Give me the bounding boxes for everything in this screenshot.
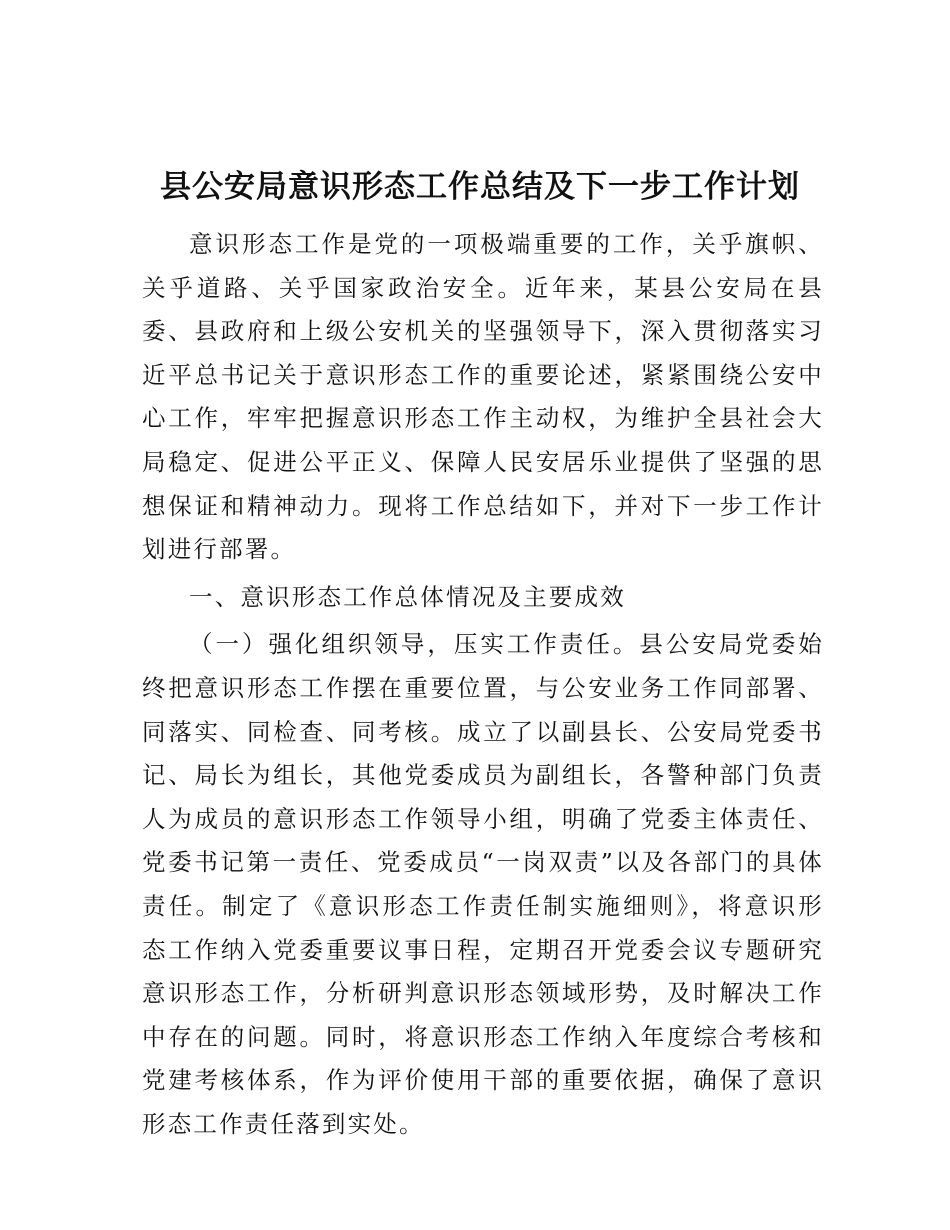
document-title: 县公安局意识形态工作总结及下一步工作计划 bbox=[160, 169, 800, 205]
section-heading: 一、意识形态工作总体情况及主要成效 bbox=[189, 582, 626, 611]
subsection-paragraph: （一）强化组织领导，压实工作责任。县公安局党委始终把意识形态工作摆在重要位置，与公安业务工作同部署、同落实、同检查、同考核。成立了以副县长、公安局党委书记、局长为组长，其他党委成员为副组长，各警种部门负责人为成员的意识形态工作领导小组，明确了党委主体责任、党委书记第一责任、党委成员“一岗双责”以及各部门的具体责任。制定了《意识形态工作责任制实施细则》，将意识形态工作纳入党委重要议事日程，定期召开党委会议专题研究意识形态工作，分析研判意识形态领域形势，及时解决工作中存在的问题。同时，将意识形态工作纳入年度综合考核和党建考核体系，作为评价使用干部的重要依据，确保了意识形态工作责任落到实处。 bbox=[142, 630, 824, 1138]
intro-paragraph: 意识形态工作是党的一项极端重要的工作，关乎旗帜、关乎道路、关乎国家政治安全。近年来，某县公安局在县委、县政府和上级公安机关的坚强领导下，深入贯彻落实习近平总书记关于意识形态工作的重要论述，紧紧围绕公安中心工作，牢牢把握意识形态工作主动权，为维护全县社会大局稳定、促进公平正义、保障人民安居乐业提供了坚强的思想保证和精神动力。现将工作总结如下，并对下一步工作计划进行部署。 bbox=[142, 230, 824, 564]
document-body bbox=[142, 223, 824, 1146]
